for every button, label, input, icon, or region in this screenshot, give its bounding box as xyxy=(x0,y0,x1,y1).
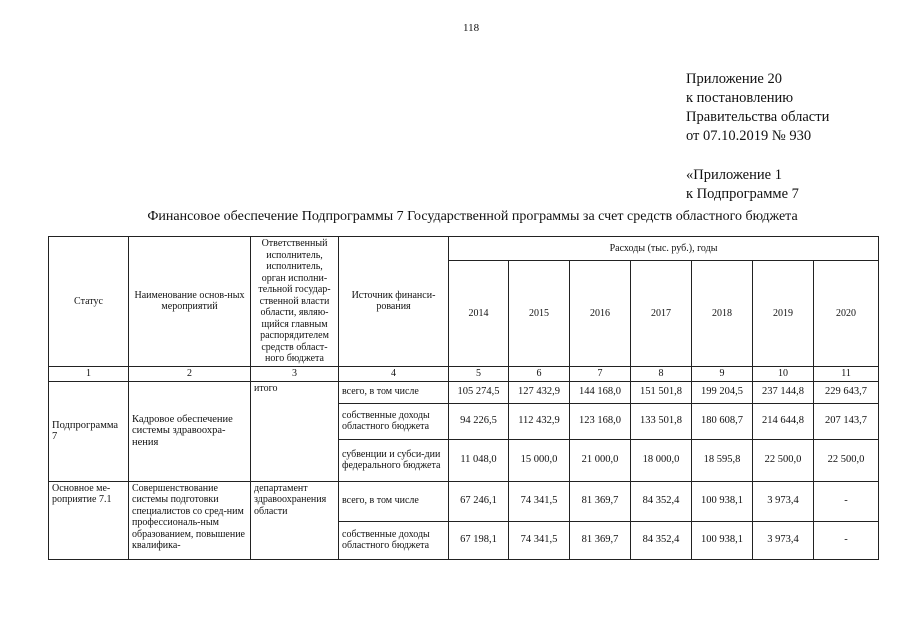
table-row xyxy=(49,481,879,521)
measure-name: Совершенствование системы подготовки специалистов со сред-ним профессиональ-ным образованием, повышение квалифика- xyxy=(129,481,251,559)
column-index: 3 xyxy=(251,366,339,381)
value-cell: 127 432,9 xyxy=(509,381,570,403)
appendix-line-1: Приложение 20 xyxy=(686,71,782,87)
header-year: 2020 xyxy=(814,261,879,366)
appendix-line-2: к постановлению xyxy=(686,90,794,106)
appendix-block xyxy=(686,70,829,204)
value-cell: 133 501,8 xyxy=(631,403,692,439)
value-cell: 84 352,4 xyxy=(631,521,692,559)
value-cell: 74 341,5 xyxy=(509,481,570,521)
header-year: 2019 xyxy=(753,261,814,366)
column-index: 4 xyxy=(339,366,449,381)
column-index: 11 xyxy=(814,366,879,381)
header-year: 2014 xyxy=(449,261,509,366)
value-cell: 18 000,0 xyxy=(631,439,692,481)
value-cell: 94 226,5 xyxy=(449,403,509,439)
financing-table xyxy=(48,236,879,560)
measure-executor: департамент здравоохранения области xyxy=(251,481,339,559)
appendix-line-3: Правительства области xyxy=(686,109,830,125)
header-year: 2015 xyxy=(509,261,570,366)
value-cell: 100 938,1 xyxy=(692,521,753,559)
column-index: 10 xyxy=(753,366,814,381)
value-cell: 105 274,5 xyxy=(449,381,509,403)
appendix-line-4: от 07.10.2019 № 930 xyxy=(686,128,812,144)
value-cell: 229 643,7 xyxy=(814,381,879,403)
value-cell: 81 369,7 xyxy=(570,521,631,559)
subprogram-status: Подпрограмма 7 xyxy=(49,381,129,481)
value-cell: 199 204,5 xyxy=(692,381,753,403)
value-cell: - xyxy=(814,521,879,559)
value-cell: 214 644,8 xyxy=(753,403,814,439)
measure-status: Основное ме-роприятие 7.1 xyxy=(49,481,129,559)
value-cell: 15 000,0 xyxy=(509,439,570,481)
sub-appendix-line-2: к Подпрограмме 7 xyxy=(686,186,799,202)
value-cell: 11 048,0 xyxy=(449,439,509,481)
value-cell: 207 143,7 xyxy=(814,403,879,439)
table-row xyxy=(49,381,879,403)
value-cell: 3 973,4 xyxy=(753,481,814,521)
value-cell: 67 198,1 xyxy=(449,521,509,559)
column-index: 6 xyxy=(509,366,570,381)
value-cell: 22 500,0 xyxy=(753,439,814,481)
source-cell: всего, в том числе xyxy=(339,481,449,521)
page-number: 118 xyxy=(463,22,480,34)
header-status: Статус xyxy=(49,237,129,367)
header-year: 2018 xyxy=(692,261,753,366)
value-cell: 144 168,0 xyxy=(570,381,631,403)
source-cell: всего, в том числе xyxy=(339,381,449,403)
header-name: Наименование основ-ных мероприятий xyxy=(129,237,251,367)
value-cell: 112 432,9 xyxy=(509,403,570,439)
value-cell: 3 973,4 xyxy=(753,521,814,559)
source-cell: собственные доходы областного бюджета xyxy=(339,521,449,559)
sub-appendix-line-1: «Приложение 1 xyxy=(686,167,782,183)
value-cell: 18 595,8 xyxy=(692,439,753,481)
value-cell: 21 000,0 xyxy=(570,439,631,481)
column-index: 9 xyxy=(692,366,753,381)
column-index: 7 xyxy=(570,366,631,381)
value-cell: 74 341,5 xyxy=(509,521,570,559)
column-index: 2 xyxy=(129,366,251,381)
value-cell: 123 168,0 xyxy=(570,403,631,439)
header-expenses: Расходы (тыс. руб.), годы xyxy=(449,237,879,261)
value-cell: - xyxy=(814,481,879,521)
header-year: 2017 xyxy=(631,261,692,366)
value-cell: 22 500,0 xyxy=(814,439,879,481)
source-cell: собственные доходы областного бюджета xyxy=(339,403,449,439)
subprogram-name: Кадровое обеспечение системы здравоохра-нения xyxy=(129,381,251,481)
value-cell: 100 938,1 xyxy=(692,481,753,521)
header-row xyxy=(49,237,879,261)
document-title: Финансовое обеспечение Подпрограммы 7 Государственной программы за счет средств областного бюджета xyxy=(147,209,798,224)
header-executor: Ответственный исполнитель, исполнитель, орган исполни-тельной государ-ственной власти области, являю-щийся главным распорядителем средств област-ного бюджета xyxy=(251,237,339,367)
column-index: 5 xyxy=(449,366,509,381)
value-cell: 237 144,8 xyxy=(753,381,814,403)
value-cell: 81 369,7 xyxy=(570,481,631,521)
value-cell: 84 352,4 xyxy=(631,481,692,521)
value-cell: 67 246,1 xyxy=(449,481,509,521)
header-source: Источник финанси-рования xyxy=(339,237,449,367)
header-year: 2016 xyxy=(570,261,631,366)
subprogram-executor: итого xyxy=(251,381,339,481)
source-cell: субвенции и субси-дии федерального бюджета xyxy=(339,439,449,481)
value-cell: 180 608,7 xyxy=(692,403,753,439)
column-index-row xyxy=(49,366,879,381)
column-index: 1 xyxy=(49,366,129,381)
value-cell: 151 501,8 xyxy=(631,381,692,403)
column-index: 8 xyxy=(631,366,692,381)
